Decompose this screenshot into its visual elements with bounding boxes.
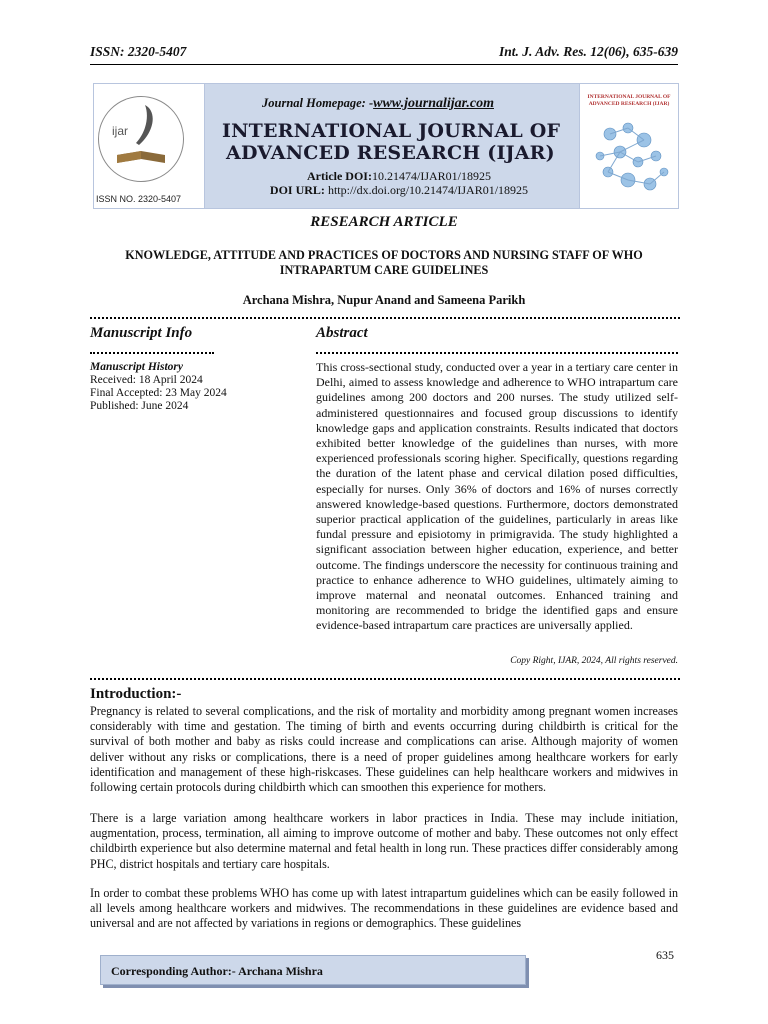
journal-title-line2: ADVANCED RESEARCH (IJAR) [226, 142, 555, 164]
paragraph-text: There is a large variation among healthcare workers in labor practices in India. These may include initiation, augmentation, process, termination, all aiming to improve outcome of mother and baby. These outcomes not only effect childbirth experience but also determine maternal and fetal health in long run. These practices differ considerably among PHC, district hospitals and tertiary care hospitals. [90, 811, 678, 871]
doi-url-link[interactable]: http://dx.doi.org/10.21474/IJAR01/18925 [327, 183, 529, 197]
accepted-date: Final Accepted: 23 May 2024 [90, 387, 227, 399]
doi-value: 10.21474/IJAR01/18925 [371, 169, 491, 183]
journal-homepage [262, 96, 494, 112]
abstract-text: This cross-sectional study, conducted over a year in a tertiary care center in Delhi, aimed to assess knowledge and adherence to WHO intrapartum care guidelines among 200 doctors and 200 nurses. The study utilized self-administered questionnaires and focused group discussions to identify knowledge gaps and application constraints. Results indicated that doctors exhibited better knowledge of the guidelines than nurses, with more experienced professionals scoring higher. Specifically, questions regarding the duration of the latent phase and cervical dilation posed difficulties, especially for nurses. Only 36% of doctors and 16% of nurses correctly answered knowledge-based questions. Furthermore, doctors demonstrated superior practical application of the guidelines, particularly in areas like fundal pressure and episiotomy in primigravida. The study highlighted a significant association between higher education, experience, and better outcome. The findings underscore the necessity for continuous training and practice to enhance adherence to WHO guidelines, ultimately aiming to improve maternal and neonatal outcomes. Enhanced training and monitoring are recommended to bridge the identified gaps and ensure evidence-based intrapartum care practices are universally applied. [316, 360, 678, 633]
copyright-notice: Copy Right, IJAR, 2024, All rights reserved. [510, 656, 678, 666]
introduction-heading: Introduction:- [90, 686, 182, 702]
logo-text: ijar [112, 124, 129, 138]
manuscript-info-heading: Manuscript Info [90, 325, 193, 341]
paragraph-text: Pregnancy is related to several complications, and the risk of mortality and morbidity among pregnant women increases considerably with time and gestation. The timing of birth and events occurring during childbirth is critical for the survival of both mother and baby as risks could increase and complications can arise. Although majority of women deliver without any risks or complications, there is a need of proper guidelines among healthcare workers for early identification and management of these high-riskcases. These guidelines can help healthcare workers and midwives in following certain protocols during childbirth which can smoothen this experience for mothers. [90, 704, 678, 795]
issn-label: ISSN: 2320-5407 [90, 44, 187, 59]
doi-block [244, 169, 554, 197]
cover-title: INTERNATIONAL JOURNAL OF ADVANCED RESEARCH (IJAR) [587, 94, 671, 107]
homepage-label: Journal Homepage: - [262, 96, 374, 110]
corresponding-author-box: Corresponding Author:- Archana Mishra [100, 955, 526, 985]
journal-logo [94, 84, 205, 208]
logo-issn: ISSN NO. 2320-5407 [96, 194, 182, 204]
manuscript-history [90, 361, 300, 413]
journal-title [222, 120, 577, 164]
citation-label: Int. J. Adv. Res. 12(06), 635-639 [499, 44, 678, 59]
dotted-divider [90, 317, 680, 321]
running-head [90, 44, 678, 65]
abstract-divider [316, 352, 678, 356]
intro-paragraph-2 [90, 811, 678, 872]
article-title: KNOWLEDGE, ATTITUDE AND PRACTICES OF DOCTORS AND NURSING STAFF OF WHO INTRAPARTUM CARE GUIDELINES [125, 248, 643, 277]
doi-label: Article DOI: [307, 169, 372, 183]
doi-url-label: DOI URL: [269, 183, 325, 197]
paragraph-text: In order to combat these problems WHO has come up with latest intrapartum guidelines which can be easily followed in all levels among healthcare workers and midwives. The recommendations in these guidelines are evidence based and universal and are not affected by variations in regions or demographics. These guidelines [90, 886, 678, 931]
molecule-graphic-icon [580, 84, 678, 208]
journal-title-line1: INTERNATIONAL JOURNAL OF [222, 120, 561, 142]
journal-banner [93, 83, 679, 209]
intro-paragraph-3 [90, 886, 678, 932]
published-date: Published: June 2024 [90, 400, 189, 412]
journal-cover-thumbnail [579, 84, 678, 208]
quill-book-icon [99, 97, 183, 181]
article-type: RESEARCH ARTICLE [310, 214, 458, 230]
received-date: Received: 18 April 2024 [90, 374, 203, 386]
history-label: Manuscript History [90, 361, 183, 373]
page-number: 635 [656, 948, 674, 962]
article-authors: Archana Mishra, Nupur Anand and Sameena Parikh [242, 293, 526, 307]
intro-paragraph-1 [90, 704, 678, 795]
logo-circle [98, 96, 184, 182]
manuscript-divider [90, 352, 214, 356]
dotted-divider [90, 678, 680, 682]
homepage-link[interactable]: www.journalijar.com [373, 96, 494, 111]
abstract-heading: Abstract [316, 325, 368, 341]
